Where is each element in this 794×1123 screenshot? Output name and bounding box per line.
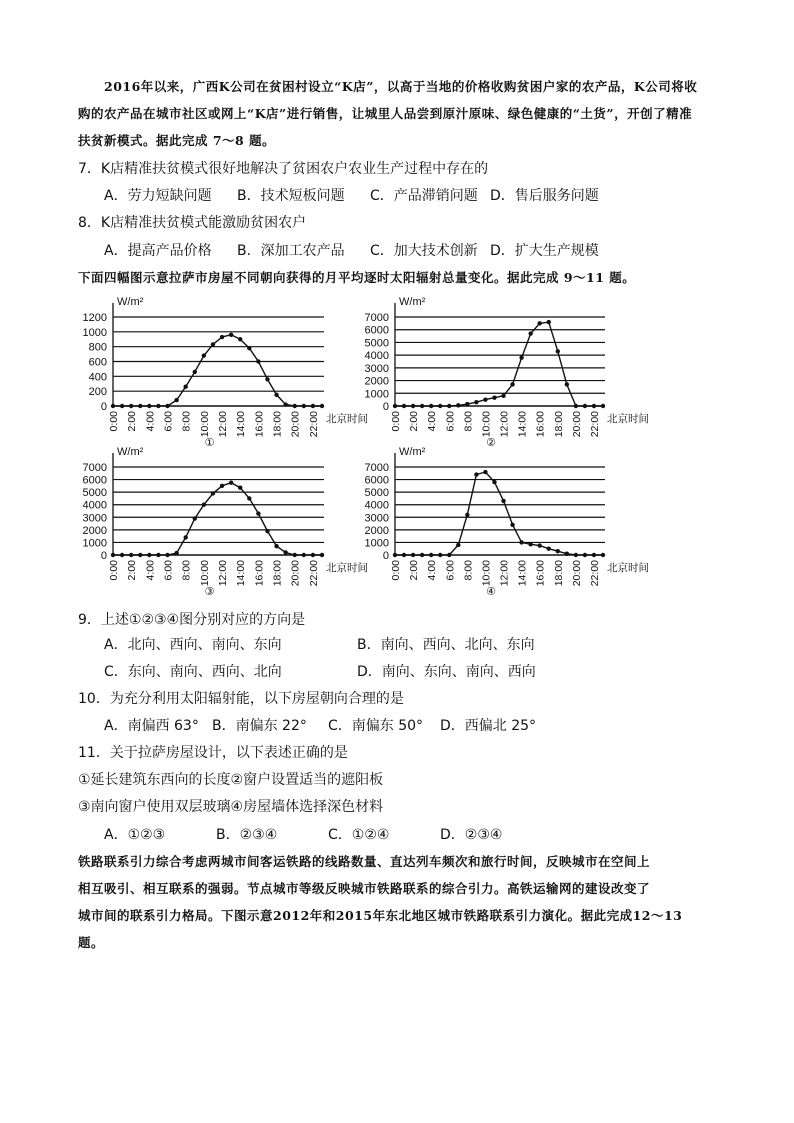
chart2-data-point [501,394,505,398]
q8-stem: 8．K店精准扶贫模式能激励贫困农户 [78,215,307,231]
q8-option-b: B．深加工农产品 [237,243,345,259]
q10-option-a: A．南偏西 63° [104,718,199,734]
chart1-data-point [265,377,269,381]
chart2-data-point [465,402,469,406]
chart2-ytick-label: 5000 [364,337,389,350]
chart1-xtick-label: 20:00 [289,411,302,438]
chart1-xtick-label: 0:00 [108,411,120,432]
chart1-xtick-label: 16:00 [253,411,266,438]
chart1-data-point [111,404,115,408]
chart4-ytick-label: 6000 [364,474,389,487]
chart1-data-point [183,385,187,389]
chart1-data-point [229,333,233,337]
q7-option-c: C．产品滞销问题 [370,188,478,204]
chart2-ytick-label: 2000 [364,375,389,388]
chart3-ylabel: W/m² [117,446,144,458]
chart4-data-point [402,553,406,557]
chart2-data-point [429,404,433,408]
chart1-ytick-label: 0 [100,401,107,413]
q9-option-c: C．东向、南向、西向、北向 [104,664,282,680]
radiation-charts [0,290,794,610]
chart3-xtick-label: 2:00 [126,560,139,581]
q7-option-b: B．技术短板问题 [237,188,345,204]
chart3-data-point [274,544,278,548]
chart4-data-point [565,552,569,556]
chart3-data-point [183,535,187,539]
chart2-data-point [537,321,541,325]
chart2-data-point [474,400,478,404]
chart2-data-point [438,404,442,408]
chart2-data-point [574,404,578,408]
chart2-data-point [420,404,424,408]
chart3-xtick-label: 4:00 [144,560,157,581]
chart4-ytick-label: 5000 [364,487,389,500]
q11-option-a: A．①②③ [104,827,166,843]
q11-stem: 11．关于拉萨房屋设计，以下表述正确的是 [78,745,348,761]
q11-item-1: ①延长建筑东西向的长度②窗户设置适当的遮阳板 [78,772,384,788]
chart3-xtick-label: 18:00 [271,560,284,587]
chart4-data-point [447,553,451,557]
chart3-data-point [220,484,224,488]
chart1-xtick-label: 6:00 [162,411,175,432]
chart2-data-point [565,382,569,386]
chart1-data-point [193,370,197,374]
chart4-data-point [474,472,478,476]
q8-option-a: A．提高产品价格 [104,243,212,259]
chart1-data-point [238,337,242,341]
chart2-data-point [402,404,406,408]
chart1-series-line [113,335,322,406]
chart1-data-point [174,398,178,402]
chart3-data-point [293,553,297,557]
passage2: 下面四幅图示意拉萨市房屋不同朝向获得的月平均逐时太阳辐射总量变化。据此完成 9～11 题。 [78,270,636,285]
chart4-ytick-label: 2000 [364,524,389,537]
chart3-xtick-label: 12:00 [217,560,230,587]
chart1-ytick-label: 600 [88,356,107,369]
chart2-data-point [556,349,560,353]
chart4-data-point [456,543,460,547]
chart4-data-point [547,547,551,551]
chart1-ytick-label: 400 [88,371,107,384]
chart1-data-point [220,335,224,339]
chart3-xtick-label: 0:00 [108,560,120,581]
chart3-data-point [147,553,151,557]
chart1-data-point [120,404,124,408]
chart3-ytick-label: 1000 [82,537,107,550]
chart2-data-point [528,331,532,335]
chart1-data-point [293,404,297,408]
chart4-data-point [501,499,505,503]
chart1-data-point [256,359,260,363]
chart4-data-point [429,553,433,557]
chart4-data-point [592,553,596,557]
chart2-ytick-label: 6000 [364,324,389,337]
chart2-xtick-label: 18:00 [552,411,565,438]
chart2-data-point [519,355,523,359]
chart4-data-point [583,553,587,557]
chart2-data-point [592,404,596,408]
q11-item-2: ③南向窗户使用双层玻璃④房屋墙体选择深色材料 [78,799,384,815]
chart2-xtick-label: 0:00 [390,411,402,432]
chart4-data-point [420,553,424,557]
chart4-data-point [438,553,442,557]
chart4-ytick-label: 1000 [364,537,389,550]
chart3-series-line [113,483,322,555]
chart4-xtick-label: 2:00 [408,560,421,581]
q10-stem: 10．为充分利用太阳辐射能，以下房屋朝向合理的是 [78,691,404,707]
chart3-xtick-label: 6:00 [162,560,175,581]
chart1-xtick-label: 22:00 [307,411,320,438]
chart2-xtick-label: 16:00 [534,411,547,438]
chart4-ylabel: W/m² [399,446,426,458]
chart2-data-point [510,382,514,386]
q9-option-b: B．南向、西向、北向、东向 [357,637,535,653]
q10-option-c: C．南偏东 50° [328,718,424,734]
chart3-ytick-label: 2000 [82,524,107,537]
q10-option-d: D．西偏北 25° [440,718,537,734]
chart2-data-point [456,403,460,407]
chart3-xlabel: 北京时间 [326,562,368,574]
q8-option-c: C．加大技术创新 [370,243,478,259]
chart1-data-point [274,393,278,397]
chart4-xtick-label: 6:00 [444,560,457,581]
passage1-line3: 扶贫新模式。据此完成 7～8 题。 [78,133,276,148]
chart1-xtick-label: 12:00 [217,411,230,438]
chart1-xtick-label: 2:00 [126,411,139,432]
passage3-line1: 铁路联系引力综合考虑两城市间客运铁路的线路数量、直达列车频次和旅行时间，反映城市在空间上 [78,854,651,869]
chart3-ytick-label: 3000 [82,512,107,525]
chart1-xlabel: 北京时间 [326,413,368,425]
chart3-ytick-label: 5000 [82,487,107,500]
q11-option-d: D．②③④ [440,827,503,843]
chart4-xtick-label: 14:00 [516,560,529,587]
chart4-ytick-label: 4000 [364,499,389,512]
chart1-xtick-label: 4:00 [144,411,157,432]
q8-option-d: D．扩大生产规模 [490,243,599,259]
passage3-line4: 题。 [78,935,105,950]
chart4-data-point [519,540,523,544]
chart2-ytick-label: 3000 [364,362,389,375]
chart2-data-point [447,404,451,408]
chart1-data-point [311,404,315,408]
chart2-xtick-label: 14:00 [516,411,529,438]
chart1-data-point [156,404,160,408]
passage3-line2: 相互吸引、相互联系的强弱。节点城市等级反映城市铁路联系的综合引力。高铁运输网的建设改变了 [78,881,651,896]
chart3-data-point [320,553,324,557]
chart3-data-point [138,553,142,557]
q11-option-b: B．②③④ [216,827,278,843]
chart3-data-point [129,553,133,557]
chart4-xtick-label: 4:00 [426,560,439,581]
chart2-xtick-label: 20:00 [570,411,583,438]
chart3-data-point [111,553,115,557]
chart4-data-point [537,543,541,547]
chart3-xtick-label: 22:00 [307,560,320,587]
q11-option-c: C．①②④ [328,827,390,843]
chart4-xtick-label: 22:00 [588,560,601,587]
chart2-ylabel: W/m² [399,296,426,308]
chart3-ytick-label: 6000 [82,474,107,487]
chart2-xtick-label: 10:00 [480,411,493,438]
chart2-xtick-label: 12:00 [498,411,511,438]
chart2-xlabel: 北京时间 [607,413,649,425]
chart4-data-point [492,480,496,484]
chart3-xtick-label: 14:00 [235,560,248,587]
chart4-data-point [556,549,560,553]
chart4-data-point [601,553,605,557]
chart2-xtick-label: 6:00 [444,411,457,432]
chart4-ytick-label: 3000 [364,512,389,525]
chart3-data-point [120,553,124,557]
chart4-xtick-label: 20:00 [570,560,583,587]
chart2-ytick-label: 1000 [364,388,389,401]
chart3-data-point [247,496,251,500]
chart1-ytick-label: 200 [88,386,107,399]
chart4-data-point [510,523,514,527]
chart1-data-point [320,404,324,408]
chart2-xtick-label: 4:00 [426,411,439,432]
q7-stem: 7．K店精准扶贫模式很好地解决了贫困农户农业生产过程中存在的 [78,161,489,177]
chart1-ytick-label: 800 [88,341,107,354]
q10-option-b: B．南偏东 22° [212,718,307,734]
chart4-xtick-label: 8:00 [462,560,475,581]
chart3-data-point [311,553,315,557]
passage3-line3: 城市间的联系引力格局。下图示意2012年和2015年东北地区城市铁路联系引力演化。据此完成12～13 [78,908,683,923]
chart3-xtick-label: 16:00 [253,560,266,587]
chart3-data-point [202,503,206,507]
chart2-xtick-label: 22:00 [588,411,601,438]
chart2-data-point [583,404,587,408]
chart3-data-point [229,481,233,485]
chart1-xtick-label: 8:00 [180,411,193,432]
chart1-ytick-label: 1000 [82,326,107,339]
chart1-ytick-label: 1200 [82,312,107,324]
chart3-xtick-label: 8:00 [180,560,193,581]
chart2-data-point [411,404,415,408]
chart2-data-point [483,397,487,401]
chart2-ytick-label: 7000 [364,312,389,324]
chart1-data-point [129,404,133,408]
chart4-data-point [574,553,578,557]
chart1-data-point [165,404,169,408]
chart3-ytick-label: 7000 [82,462,107,474]
chart1-data-point [147,404,151,408]
chart4-data-point [465,513,469,517]
chart3-data-point [256,511,260,515]
chart4-xtick-label: 12:00 [498,560,511,587]
chart1-data-point [302,404,306,408]
chart2-data-point [492,396,496,400]
chart2-panel-label: ② [486,437,496,449]
chart4-xlabel: 北京时间 [607,562,649,574]
chart3-data-point [156,553,160,557]
chart3-data-point [283,550,287,554]
chart4-data-point [483,470,487,474]
chart2-data-point [393,404,397,408]
q7-option-a: A．劳力短缺问题 [104,188,212,204]
chart2-data-point [601,404,605,408]
chart3-xtick-label: 10:00 [198,560,211,587]
chart4-xtick-label: 16:00 [534,560,547,587]
chart3-data-point [165,553,169,557]
chart1-data-point [211,342,215,346]
chart3-data-point [193,516,197,520]
chart4-data-point [528,542,532,546]
chart3-data-point [174,551,178,555]
chart2-xtick-label: 8:00 [462,411,475,432]
chart4-panel-label: ④ [486,586,496,598]
chart2-ytick-label: 0 [382,401,389,413]
passage1-line1: 2016年以来，广西K公司在贫困村设立“K店”，以高于当地的价格收购贫困户家的农产品，K公司将收 [104,79,698,94]
chart1-data-point [283,402,287,406]
chart4-ytick-label: 0 [382,550,389,562]
chart4-ytick-label: 7000 [364,462,389,474]
q9-option-a: A．北向、西向、南向、东向 [104,637,282,653]
chart3-data-point [211,491,215,495]
chart1-data-point [138,404,142,408]
chart1-xtick-label: 14:00 [235,411,248,438]
chart1-data-point [247,346,251,350]
chart3-data-point [265,529,269,533]
chart4-xtick-label: 18:00 [552,560,565,587]
chart1-xtick-label: 18:00 [271,411,284,438]
passage1-line2: 购的农产品在城市社区或网上“K店”进行销售，让城里人品尝到原汁原味、绿色健康的“土货”，开创了精准 [78,106,693,121]
chart3-xtick-label: 20:00 [289,560,302,587]
chart4-data-point [393,553,397,557]
chart3-data-point [302,553,306,557]
q7-option-d: D．售后服务问题 [490,188,599,204]
chart3-data-point [238,486,242,490]
chart1-xtick-label: 10:00 [198,411,211,438]
chart2-xtick-label: 2:00 [408,411,421,432]
chart3-ytick-label: 4000 [82,499,107,512]
chart2-data-point [547,320,551,324]
chart1-ylabel: W/m² [117,296,144,308]
chart4-data-point [411,553,415,557]
q9-stem: 9．上述①②③④图分别对应的方向是 [78,612,306,628]
chart1-panel-label: ① [204,437,215,449]
chart2-ytick-label: 4000 [364,350,389,363]
chart3-panel-label: ③ [204,586,215,598]
chart4-xtick-label: 0:00 [390,560,402,581]
chart1-data-point [202,353,206,357]
q9-option-d: D．南向、东向、南向、西向 [357,664,536,680]
chart4-xtick-label: 10:00 [480,560,493,587]
chart3-ytick-label: 0 [100,550,107,562]
